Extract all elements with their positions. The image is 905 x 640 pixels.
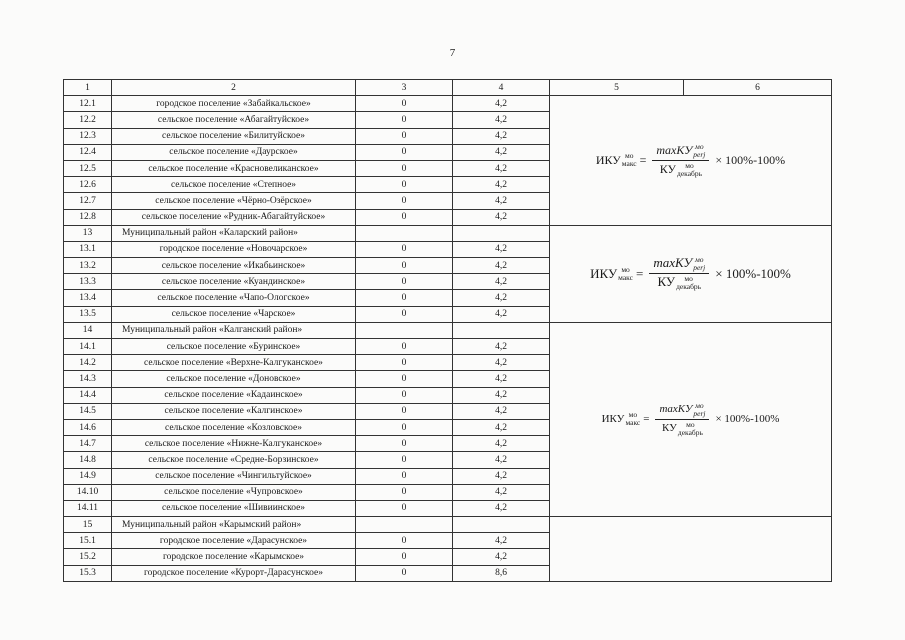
row-col3-cell: 0 <box>356 549 453 565</box>
row-col4-cell: 4,2 <box>453 258 550 274</box>
row-col3-cell: 0 <box>356 258 453 274</box>
formula-lhs <box>602 411 641 427</box>
row-number-cell: 14.3 <box>64 371 112 387</box>
formula-denominator <box>658 420 707 437</box>
row-name-cell: сельское поселение «Козловское» <box>112 419 356 435</box>
formula-lhs-sub: макс <box>625 418 641 428</box>
row-number-cell: 13.1 <box>64 241 112 257</box>
row-number-cell: 12.8 <box>64 209 112 225</box>
row-col3-cell: 0 <box>356 387 453 403</box>
formula-num-indices <box>693 402 705 418</box>
row-col4-cell <box>453 225 550 241</box>
data-table <box>63 79 832 582</box>
formula-den-sup: мо <box>685 160 694 170</box>
row-name-cell: сельское поселение «Чингильтуйское» <box>112 468 356 484</box>
row-col3-cell: 0 <box>356 452 453 468</box>
row-col4-cell: 4,2 <box>453 403 550 419</box>
formula-denominator <box>653 274 705 291</box>
formula-numerator <box>655 402 709 420</box>
row-col4-cell: 4,2 <box>453 500 550 516</box>
formula-den-indices <box>677 162 702 178</box>
formula-cell <box>550 225 832 322</box>
row-number-cell: 14.4 <box>64 387 112 403</box>
row-name-cell: городское поселение «Забайкальское» <box>112 96 356 112</box>
formula-lhs-indices <box>622 152 637 168</box>
formula-numerator <box>652 143 709 161</box>
row-name-cell: сельское поселение «Икабьинское» <box>112 258 356 274</box>
formula-tail: × 100%-100% <box>715 265 791 281</box>
row-col4-cell: 4,2 <box>453 452 550 468</box>
formula-cell <box>550 96 832 226</box>
row-number-cell: 14.7 <box>64 436 112 452</box>
row-number-cell: 12.6 <box>64 177 112 193</box>
row-col4-cell: 4,2 <box>453 468 550 484</box>
header-cell: 2 <box>112 80 356 96</box>
header-cell: 3 <box>356 80 453 96</box>
formula <box>602 402 780 437</box>
row-col4-cell <box>453 517 550 533</box>
header-cell: 5 <box>550 80 684 96</box>
formula-num-sub: perj <box>693 149 706 159</box>
formula-num-text: maxКУ <box>659 402 693 415</box>
row-col3-cell: 0 <box>356 209 453 225</box>
row-col4-cell: 4,2 <box>453 274 550 290</box>
row-name-cell: Муниципальный район «Каларский район» <box>112 225 356 241</box>
row-number-cell: 14.1 <box>64 339 112 355</box>
formula-lhs-sup: мо <box>621 264 630 274</box>
formula-den-sup: мо <box>686 419 695 429</box>
row-col4-cell: 8,6 <box>453 565 550 581</box>
table-row <box>64 96 832 112</box>
row-col3-cell <box>356 322 453 338</box>
row-col4-cell: 4,2 <box>453 209 550 225</box>
formula-cell <box>550 517 832 582</box>
row-col3-cell: 0 <box>356 403 453 419</box>
row-name-cell: сельское поселение «Чапо-Ологское» <box>112 290 356 306</box>
row-name-cell: сельское поселение «Чёрно-Озёрское» <box>112 193 356 209</box>
formula-lhs-sup: мо <box>624 151 634 161</box>
row-name-cell: сельское поселение «Нижне-Калгуканское» <box>112 436 356 452</box>
row-number-cell: 12.7 <box>64 193 112 209</box>
row-number-cell: 14 <box>64 322 112 338</box>
row-col3-cell: 0 <box>356 468 453 484</box>
row-number-cell: 14.8 <box>64 452 112 468</box>
formula-tail: × 100%-100% <box>715 413 780 426</box>
row-col3-cell <box>356 517 453 533</box>
formula-lhs-indices <box>625 411 640 427</box>
formula-num-text: maxКУ <box>656 142 693 157</box>
row-name-cell: сельское поселение «Верхне-Калгуканское» <box>112 355 356 371</box>
row-col4-cell: 4,2 <box>453 549 550 565</box>
row-col4-cell: 4,2 <box>453 160 550 176</box>
row-col4-cell: 4,2 <box>453 241 550 257</box>
row-number-cell: 15.2 <box>64 549 112 565</box>
row-number-cell: 15.1 <box>64 533 112 549</box>
formula <box>596 143 785 178</box>
row-col3-cell: 0 <box>356 533 453 549</box>
row-number-cell: 13.3 <box>64 274 112 290</box>
row-col3-cell: 0 <box>356 500 453 516</box>
formula-lhs-sub: макс <box>621 159 637 169</box>
header-cell: 6 <box>684 80 832 96</box>
row-name-cell: сельское поселение «Доновское» <box>112 371 356 387</box>
row-name-cell: городское поселение «Дарасунское» <box>112 533 356 549</box>
formula-num-sup: мо <box>695 400 704 410</box>
row-name-cell: сельское поселение «Средне-Борзинское» <box>112 452 356 468</box>
formula-num-indices <box>693 256 705 272</box>
row-number-cell: 14.9 <box>64 468 112 484</box>
row-name-cell: сельское поселение «Шивиинское» <box>112 500 356 516</box>
row-col3-cell: 0 <box>356 306 453 322</box>
row-col4-cell: 4,2 <box>453 306 550 322</box>
row-col4-cell: 4,2 <box>453 290 550 306</box>
row-name-cell: городское поселение «Курорт-Дарасунское» <box>112 565 356 581</box>
row-number-cell: 12.2 <box>64 112 112 128</box>
row-col4-cell: 4,2 <box>453 193 550 209</box>
row-col4-cell: 4,2 <box>453 387 550 403</box>
table-row <box>64 322 832 338</box>
row-number-cell: 13 <box>64 225 112 241</box>
row-col3-cell: 0 <box>356 419 453 435</box>
row-number-cell: 14.2 <box>64 355 112 371</box>
formula-fraction <box>649 256 709 291</box>
row-col3-cell: 0 <box>356 371 453 387</box>
formula-den-sub: декабрь <box>677 168 703 178</box>
row-number-cell: 12.5 <box>64 160 112 176</box>
page-number: 7 <box>449 47 456 59</box>
row-name-cell: городское поселение «Карымское» <box>112 549 356 565</box>
row-col4-cell <box>453 322 550 338</box>
formula-num-indices <box>693 143 705 159</box>
header-cell: 1 <box>64 80 112 96</box>
formula-fraction <box>655 402 709 437</box>
row-col3-cell: 0 <box>356 177 453 193</box>
formula-cell <box>550 322 832 516</box>
formula-denominator <box>656 161 706 178</box>
row-name-cell: сельское поселение «Абагайтуйское» <box>112 112 356 128</box>
row-col4-cell: 4,2 <box>453 355 550 371</box>
row-number-cell: 14.6 <box>64 419 112 435</box>
row-number-cell: 12.1 <box>64 96 112 112</box>
row-col3-cell <box>356 225 453 241</box>
formula-den-indices <box>678 421 703 437</box>
formula-equals: = <box>635 265 644 281</box>
formula-lhs <box>590 266 633 282</box>
formula-num-text: maxКУ <box>653 255 693 271</box>
row-col3-cell: 0 <box>356 144 453 160</box>
formula-lhs-sup: мо <box>628 410 638 420</box>
formula-equals: = <box>643 413 650 426</box>
formula-den-text: КУ <box>662 421 677 434</box>
formula-lhs-text: ИКУ <box>595 153 621 168</box>
row-number-cell: 13.4 <box>64 290 112 306</box>
formula-lhs-text: ИКУ <box>601 413 625 426</box>
formula-num-sup: мо <box>695 141 704 151</box>
row-name-cell: сельское поселение «Калгинское» <box>112 403 356 419</box>
header-cell: 4 <box>453 80 550 96</box>
row-col4-cell: 4,2 <box>453 371 550 387</box>
formula-fraction <box>652 143 709 178</box>
row-col4-cell: 4,2 <box>453 533 550 549</box>
row-col3-cell: 0 <box>356 339 453 355</box>
row-name-cell: сельское поселение «Даурское» <box>112 144 356 160</box>
row-col3-cell: 0 <box>356 160 453 176</box>
row-name-cell: сельское поселение «Буринское» <box>112 339 356 355</box>
formula-num-sub: perj <box>693 408 706 418</box>
row-col3-cell: 0 <box>356 274 453 290</box>
formula-den-sub: декабрь <box>677 427 703 437</box>
formula-lhs-indices <box>618 266 633 282</box>
row-name-cell: сельское поселение «Чарское» <box>112 306 356 322</box>
row-number-cell: 15 <box>64 517 112 533</box>
row-col4-cell: 4,2 <box>453 144 550 160</box>
formula-den-text: КУ <box>659 161 677 176</box>
row-col4-cell: 4,2 <box>453 484 550 500</box>
row-name-cell: сельское поселение «Кадаинское» <box>112 387 356 403</box>
row-name-cell: сельское поселение «Степное» <box>112 177 356 193</box>
formula-den-sub: декабрь <box>676 282 702 292</box>
formula-den-text: КУ <box>657 274 676 290</box>
row-col3-cell: 0 <box>356 193 453 209</box>
row-number-cell: 13.2 <box>64 258 112 274</box>
formula-equals: = <box>639 153 647 168</box>
row-number-cell: 12.4 <box>64 144 112 160</box>
row-number-cell: 15.3 <box>64 565 112 581</box>
row-col4-cell: 4,2 <box>453 419 550 435</box>
formula-tail: × 100%-100% <box>715 153 786 168</box>
row-number-cell: 14.10 <box>64 484 112 500</box>
row-name-cell: сельское поселение «Рудник-Абагайтуйское» <box>112 209 356 225</box>
row-name-cell: сельское поселение «Куандинское» <box>112 274 356 290</box>
row-number-cell: 12.3 <box>64 128 112 144</box>
table-header-row <box>64 80 832 96</box>
row-name-cell: Муниципальный район «Карымский район» <box>112 517 356 533</box>
formula-lhs <box>596 152 637 168</box>
row-col3-cell: 0 <box>356 436 453 452</box>
row-col3-cell: 0 <box>356 484 453 500</box>
row-col4-cell: 4,2 <box>453 339 550 355</box>
formula-lhs-text: ИКУ <box>590 265 618 281</box>
row-name-cell: сельское поселение «Чупровское» <box>112 484 356 500</box>
row-col4-cell: 4,2 <box>453 96 550 112</box>
formula <box>590 256 791 291</box>
table-row <box>64 225 832 241</box>
formula-den-indices <box>676 275 701 291</box>
formula-num-sup: мо <box>694 255 704 265</box>
row-name-cell: городское поселение «Новочарское» <box>112 241 356 257</box>
row-col4-cell: 4,2 <box>453 436 550 452</box>
row-name-cell: сельское поселение «Билитуйское» <box>112 128 356 144</box>
row-name-cell: Муниципальный район «Калганский район» <box>112 322 356 338</box>
row-col4-cell: 4,2 <box>453 177 550 193</box>
table-row <box>64 517 832 533</box>
row-col3-cell: 0 <box>356 355 453 371</box>
row-col3-cell: 0 <box>356 565 453 581</box>
formula-den-sup: мо <box>684 274 693 284</box>
formula-lhs-sub: макс <box>618 272 633 282</box>
row-col4-cell: 4,2 <box>453 128 550 144</box>
row-col3-cell: 0 <box>356 128 453 144</box>
formula-numerator <box>649 256 709 274</box>
row-name-cell: сельское поселение «Красновеликанское» <box>112 160 356 176</box>
row-number-cell: 14.5 <box>64 403 112 419</box>
row-col4-cell: 4,2 <box>453 112 550 128</box>
row-number-cell: 14.11 <box>64 500 112 516</box>
row-number-cell: 13.5 <box>64 306 112 322</box>
row-col3-cell: 0 <box>356 112 453 128</box>
formula-num-sub: perj <box>693 263 706 273</box>
row-col3-cell: 0 <box>356 241 453 257</box>
row-col3-cell: 0 <box>356 290 453 306</box>
row-col3-cell: 0 <box>356 96 453 112</box>
